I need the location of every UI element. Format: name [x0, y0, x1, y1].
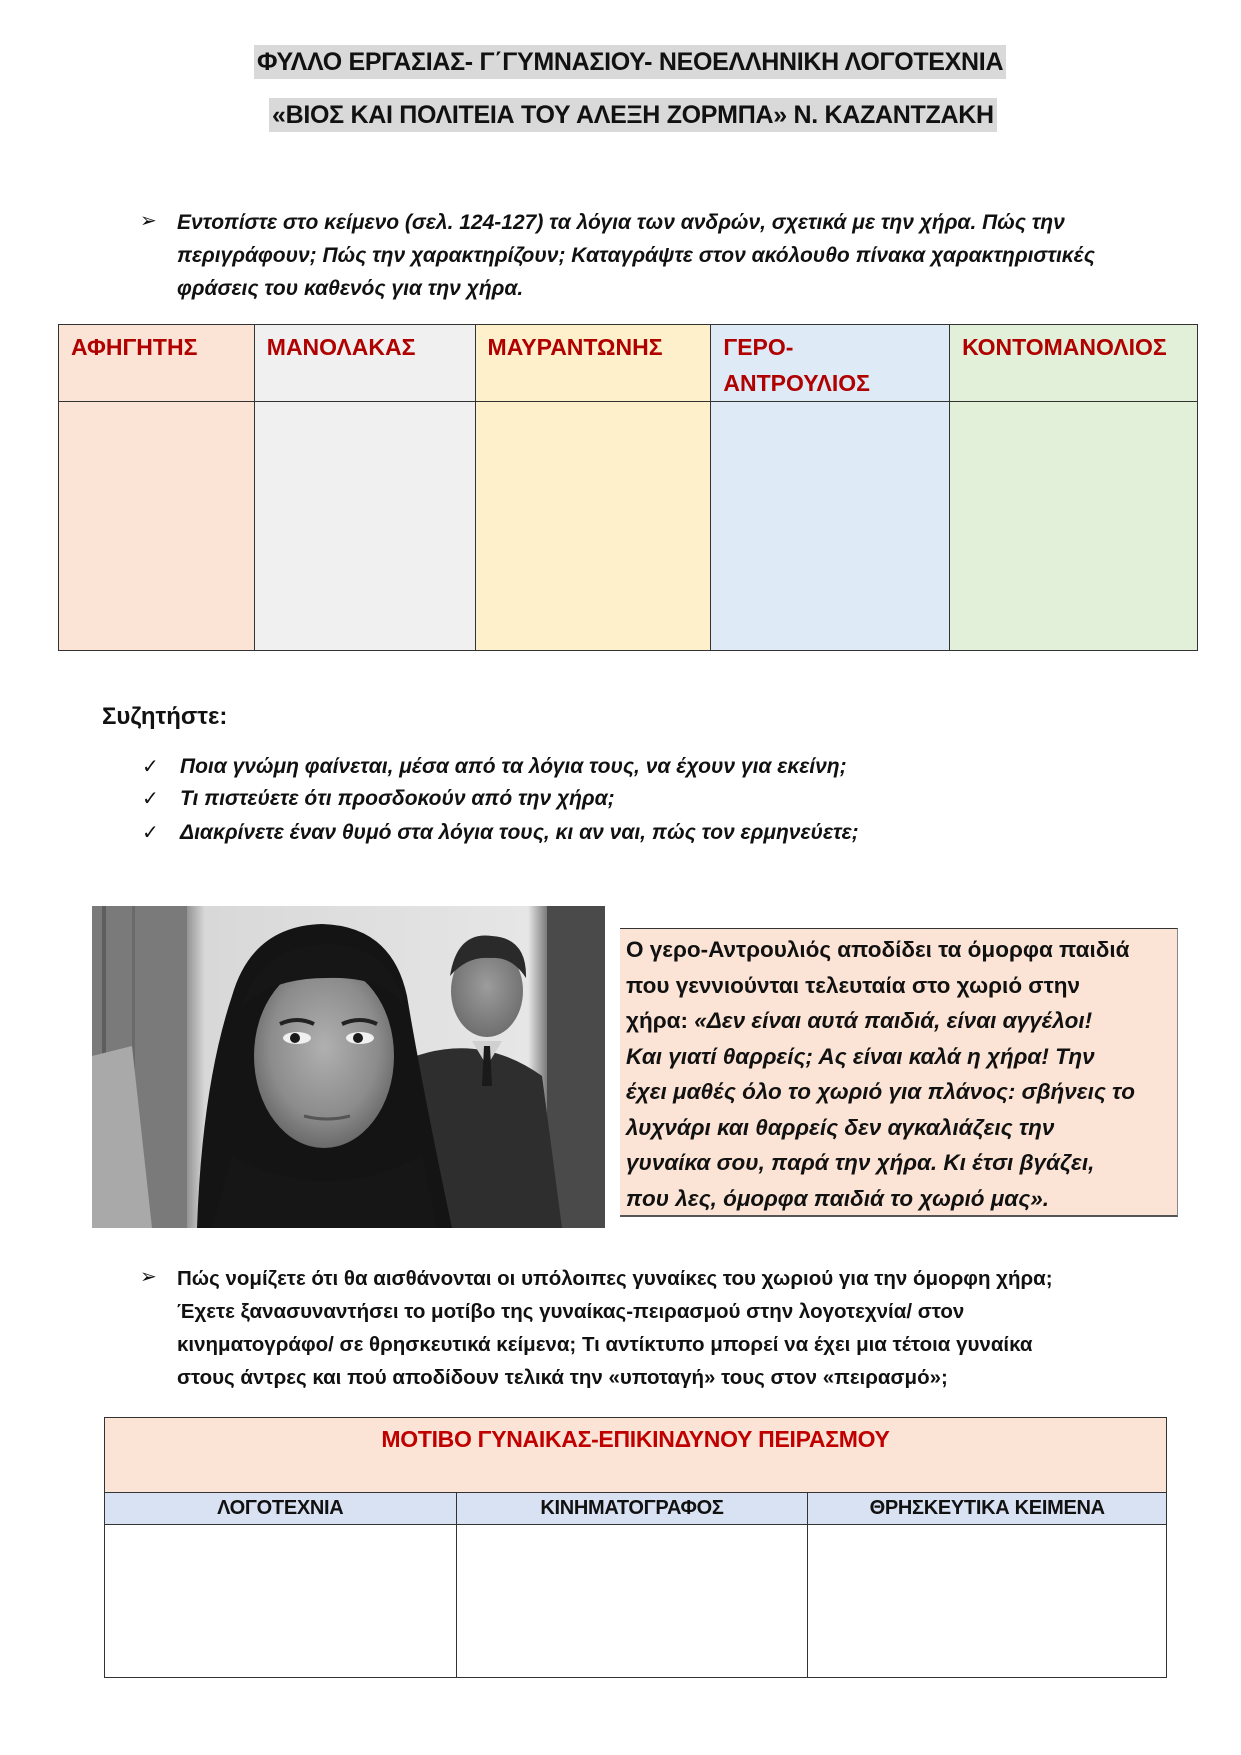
worksheet-title: ΦΥΛΛΟ ΕΡΓΑΣΙΑΣ- Γ΄ΓΥΜΝΑΣΙΟΥ- ΝΕΟΕΛΛΗΝΙΚΗ ΛΟΓΟΤΕΧΝΙΑ — [254, 45, 1006, 79]
column-header-mavrantonis — [475, 325, 711, 402]
header-label: ΑΦΗΓΗΤΗΣ — [71, 334, 198, 360]
answer-cell-cinema[interactable] — [456, 1525, 808, 1678]
quote-line: που λες, όμορφα παιδιά το χωριό μας». — [626, 1185, 1049, 1211]
task2-line: Πώς νομίζετε ότι θα αισθάνονται οι υπόλοιπες γυναίκες του χωριού για την όμορφη χήρα; — [177, 1267, 1053, 1290]
film-still-photo — [92, 906, 605, 1228]
answer-cell-mavrantonis[interactable] — [475, 402, 711, 651]
quote-intro-line: που γεννιούνται τελευταία στο χωριό στην — [626, 972, 1080, 998]
discussion-item — [142, 784, 615, 814]
worksheet-subtitle: «ΒΙΟΣ ΚΑΙ ΠΟΛΙΤΕΙΑ ΤΟΥ ΑΛΕΞΗ ΖΟΡΜΠΑ» Ν. ΚΑΖΑΝΤΖΑΚΗ — [269, 98, 997, 132]
column-header-literature: ΛΟΓΟΤΕΧΝΙΑ — [105, 1493, 457, 1525]
quote-intro-line: Ο γερο-Αντρουλιός αποδίδει τα όμορφα παιδιά — [626, 937, 1130, 962]
header-label: ΓΕΡΟ- — [723, 334, 794, 360]
motif-caption-row — [105, 1418, 1167, 1493]
answer-cell-literature[interactable] — [105, 1525, 457, 1678]
quote-line: «Δεν είναι αυτά παιδιά, είναι αγγέλοι! — [694, 1008, 1093, 1033]
quote-intro-prefix: χήρα: — [626, 1008, 695, 1033]
motif-header-row — [105, 1493, 1167, 1525]
answer-cell-manolakas[interactable] — [254, 402, 475, 651]
task1-line: Εντοπίστε στο κείμενο (σελ. 124-127) τα λόγια των ανδρών, σχετικά με την χήρα. Πώς την — [177, 211, 1065, 234]
column-header-kontomanolios — [950, 325, 1198, 402]
discussion-item — [142, 818, 859, 848]
quote-line: γυναίκα σου, παρά την χήρα. Κι έτσι βγάζει, — [626, 1150, 1095, 1175]
task1-line: φράσεις του καθενός για την χήρα. — [177, 277, 524, 300]
task2-line: κινηματογράφο/ σε θρησκευτικά κείμενα; Τι αντίκτυπο μπορεί να έχει μια τέτοια γυναίκα — [177, 1333, 1033, 1356]
motif-table — [104, 1417, 1167, 1678]
header-label: ΚΟΝΤΟΜΑΝΟΛΙΟΣ — [962, 334, 1167, 360]
task1-bullet — [140, 208, 157, 233]
quote-box — [620, 928, 1178, 1217]
motif-answer-row — [105, 1525, 1167, 1678]
task2-bullet — [140, 1264, 157, 1289]
discussion-item-text: Διακρίνετε έναν θυμό στα λόγια τους, κι αν ναι, πώς τον ερμηνεύετε; — [180, 821, 859, 844]
task2-instructions — [177, 1262, 1187, 1394]
answer-cell-kontomanolios[interactable] — [950, 402, 1198, 651]
checkmark-icon: ✓ — [142, 822, 159, 844]
characters-header-row — [59, 325, 1198, 402]
discussion-heading: Συζητήστε: — [102, 703, 228, 730]
discussion-item — [142, 752, 847, 782]
quote-line: έχει μαθές όλο το χωριό για πλάνος: σβήνεις το — [626, 1079, 1135, 1104]
quote-line: λυχνάρι και θαρρείς δεν αγκαλιάζεις την — [626, 1114, 1055, 1140]
task1-line: περιγράφουν; Πώς την χαρακτηρίζουν; Καταγράψτε στον ακόλουθο πίνακα χαρακτηριστικές — [177, 244, 1095, 267]
column-header-narrator — [59, 325, 255, 402]
arrow-bullet-icon: ➢ — [140, 210, 157, 232]
checkmark-icon: ✓ — [142, 788, 159, 810]
task1-instructions — [177, 206, 1187, 305]
column-header-religious-texts: ΘΡΗΣΚΕΥΤΙΚΑ ΚΕΙΜΕΝΑ — [808, 1493, 1167, 1525]
checkmark-icon: ✓ — [142, 756, 159, 778]
discussion-item-text: Ποια γνώμη φαίνεται, μέσα από τα λόγια τους, να έχουν για εκείνη; — [180, 755, 847, 778]
arrow-bullet-icon: ➢ — [140, 1266, 157, 1288]
header-label: ΜΑΥΡΑΝΤΩΝΗΣ — [487, 334, 663, 360]
characters-table — [58, 324, 1198, 651]
header-label: ΑΝΤΡΟΥΛΙΟΣ — [723, 370, 870, 396]
quote-line: Και γιατί θαρρείς; Ας είναι καλά η χήρα! Την — [626, 1043, 1095, 1069]
discussion-item-text: Τι πιστεύετε ότι προσδοκούν από την χήρα; — [180, 787, 615, 810]
answer-cell-narrator[interactable] — [59, 402, 255, 651]
column-header-manolakas — [254, 325, 475, 402]
column-header-cinema: ΚΙΝΗΜΑΤΟΓΡΑΦΟΣ — [456, 1493, 808, 1525]
task2-line: Έχετε ξανασυναντήσει το μοτίβο της γυναίκας-πειρασμού στην λογοτεχνία/ στον — [177, 1300, 965, 1323]
answer-cell-gero-androulios[interactable] — [711, 402, 950, 651]
column-header-gero-androulios — [711, 325, 950, 402]
answer-cell-religious-texts[interactable] — [808, 1525, 1167, 1678]
characters-answer-row — [59, 402, 1198, 651]
header-label: ΜΑΝΟΛΑΚΑΣ — [266, 334, 416, 360]
quote-intro-line — [626, 1003, 1171, 1039]
film-still-illustration — [92, 906, 605, 1228]
task2-line: στους άντρες και πού αποδίδουν τελικά την «υποταγή» τους στον «πειρασμό»; — [177, 1366, 948, 1389]
motif-caption: ΜΟΤΙΒΟ ΓΥΝΑΙΚΑΣ-ΕΠΙΚΙΝΔΥΝΟΥ ΠΕΙΡΑΣΜΟΥ — [105, 1418, 1167, 1493]
